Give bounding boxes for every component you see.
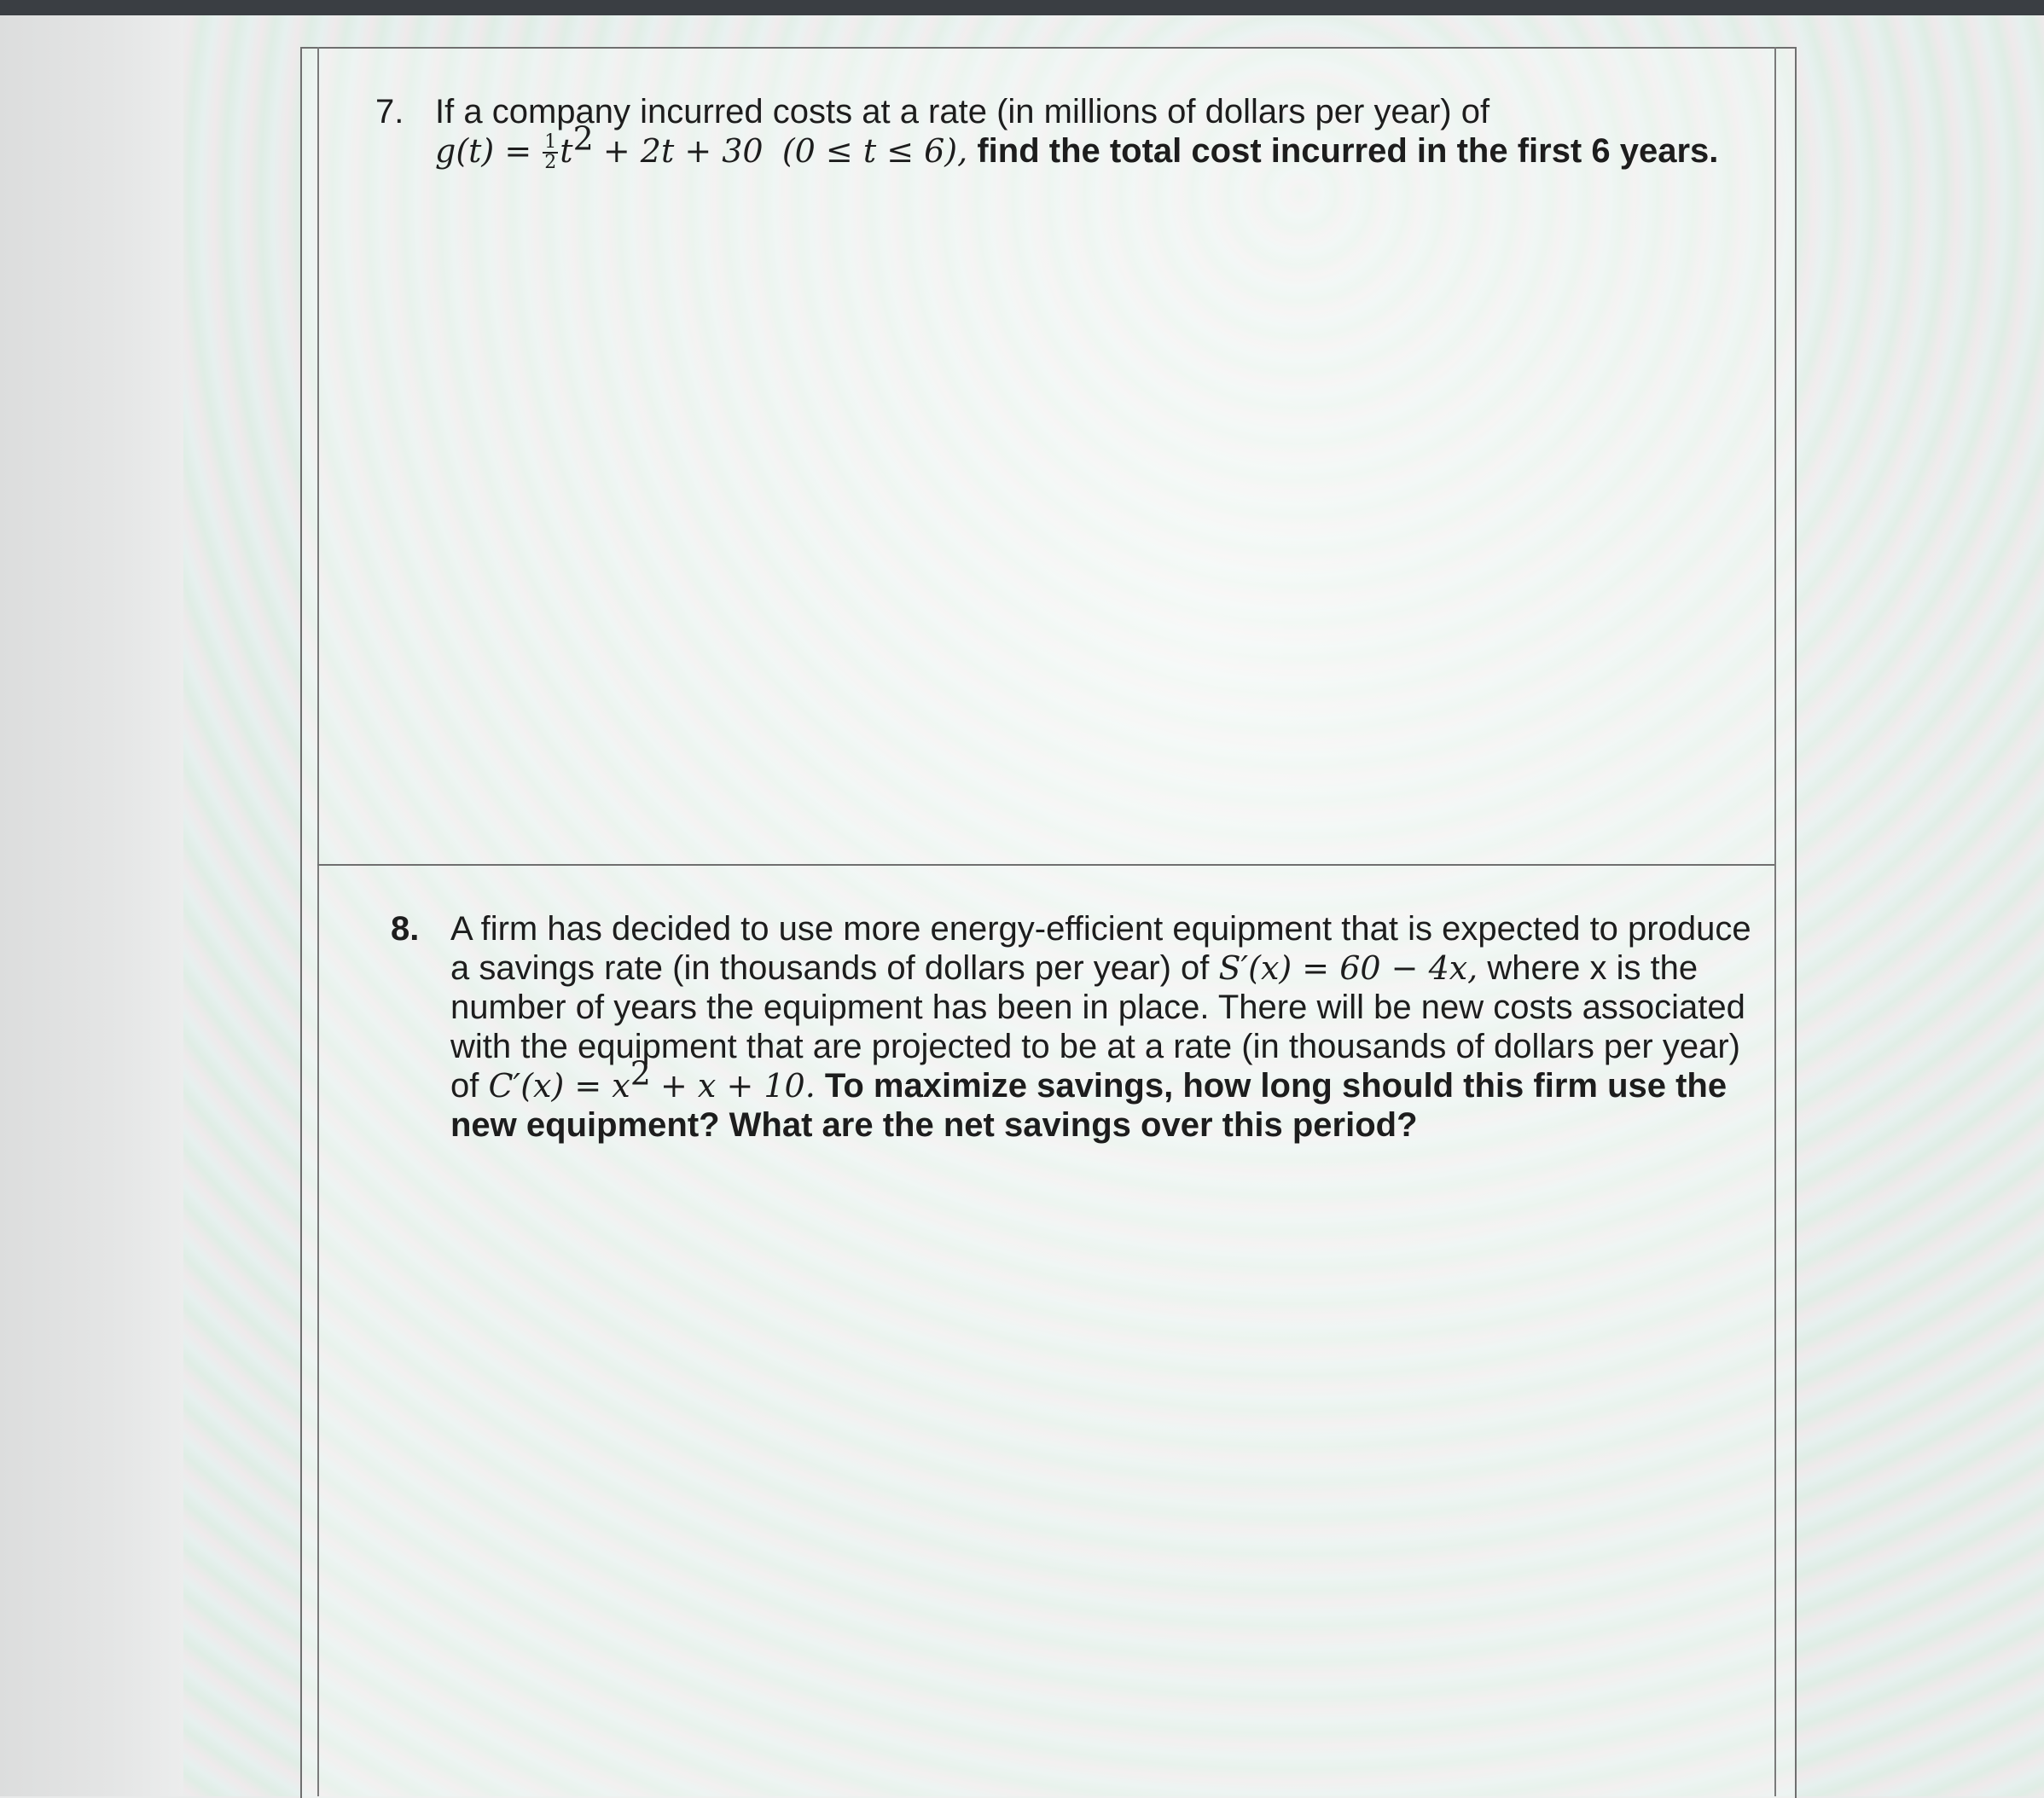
fraction-numerator: 1: [544, 131, 557, 154]
fraction-denominator: 2: [544, 152, 557, 174]
question-8-line-4: with the equipment that are projected to be at a rate (in thousands of dollars per year): [450, 1028, 1740, 1065]
cost-rate-formula-a: C′(x) = x: [488, 1067, 630, 1105]
question-8-line-6: new equipment? What are the net savings over this period?: [450, 1106, 1418, 1144]
question-8-line-5: [450, 1054, 1756, 1105]
question-8-line-1: A firm has decided to use more energy-efficient equipment that is expected to produce: [450, 910, 1751, 948]
question-7-line-1: If a company incurred costs at a rate (in millions of dollars per year) of: [435, 93, 1490, 130]
fraction-one-half: [543, 133, 558, 172]
question-8-text: [450, 909, 1756, 1145]
question-8-line-2: [450, 948, 1756, 988]
question-7-text: [435, 92, 1740, 172]
function-tail: + 2t + 30: [602, 132, 764, 170]
function-exponent: 2: [572, 119, 594, 158]
cost-rate-exponent: 2: [630, 1054, 651, 1093]
question-7-instruction: find the total cost incurred in the first 6 years.: [977, 132, 1719, 170]
monitor-left-edge: [0, 15, 183, 1796]
savings-rate-formula: S′(x) = 60 − 4x,: [1218, 949, 1478, 987]
answer-box-left-border: [317, 47, 319, 1796]
function-variable: t: [560, 132, 573, 170]
answer-box-right-border: [1774, 47, 1776, 1796]
monitor-top-bezel: [0, 0, 2044, 15]
question-7-number: 7.: [375, 93, 404, 130]
function-domain: (0 ≤ t ≤ 6),: [781, 132, 968, 170]
question-8-number: 8.: [391, 910, 420, 948]
question-8-line-2-post: where x is the: [1487, 949, 1698, 987]
function-lhs: g(t) =: [435, 132, 532, 170]
question-divider: [317, 864, 1774, 866]
cost-rate-formula-b: + x + 10.: [660, 1067, 816, 1105]
question-8-line-2-pre: a savings rate (in thousands of dollars per year) of: [450, 949, 1210, 987]
question-8-line-5-bold: To maximize savings, how long should this firm use the: [824, 1067, 1728, 1105]
question-8: [391, 909, 1756, 1145]
question-7-line-2: [435, 119, 1740, 174]
question-8-line-5-pre: of: [450, 1067, 479, 1105]
question-7: [375, 92, 1740, 172]
question-8-line-3: number of years the equipment has been in place. There will be new costs associated: [450, 989, 1745, 1026]
